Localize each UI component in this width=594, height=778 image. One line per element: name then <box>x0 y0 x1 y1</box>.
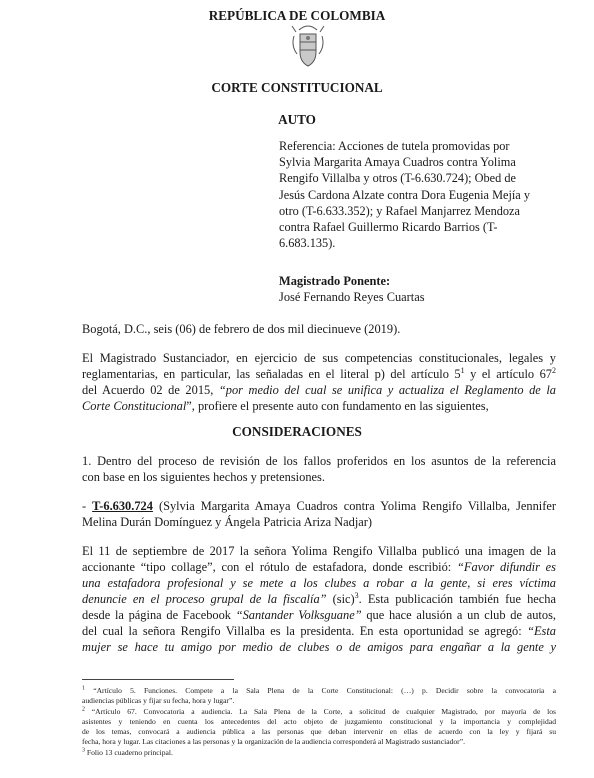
magistrate-label: Magistrado Ponente: <box>279 274 391 288</box>
footnote-2: $^2$ “Artículo 67. Convocatoria a audiencia. La Sala Plena de la Corte, a solicitud de cualquier Magistrado, por mayoría de los <box>82 706 556 716</box>
intro-line: del Acuerdo 02 de 2015, “por medio del cual se unifica y actualiza el Reglamento de la <box>82 383 556 397</box>
country-header: REPÚBLICA DE COLOMBIA <box>208 8 386 23</box>
point-1-line: con base en los siguientes hechos y pretensiones. <box>82 470 325 484</box>
case-number: T-6.630.724 <box>92 499 153 513</box>
footnote-2-cont: asistentes y teniendo en cuenta los antecedentes del acto objeto de juzgamiento constitucional y la importancia y complejidad <box>82 717 556 726</box>
facts-line: accionante “tipo collage”, con el rótulo de estafadora, donde escribió: “Favor difundir es <box>82 560 557 574</box>
reference-line: Jesús Cardona Alzate contra Dora Eugenia Mejía y <box>279 187 530 202</box>
intro-line: reglamentarias, en particular, las señaladas en el literal p) del artículo $5^1$ y el artículo $67^2$ <box>82 365 556 381</box>
footnote-divider <box>82 679 234 680</box>
section-title: CONSIDERACIONES <box>232 424 362 439</box>
reference-line: 6.683.135). <box>279 236 336 251</box>
facts-line: El 11 de septiembre de 2017 la señora Yolima Rengifo Villalba publicó una imagen de la <box>82 544 556 558</box>
reference-line: otro (T-6.633.352); y Rafael Manjarrez Mendoza <box>279 203 520 218</box>
intro-line: El Magistrado Sustanciador, en ejercicio de sus competencias constitucionales, legales y <box>82 351 556 365</box>
facts-line: denuncie en el proceso grupal de la fiscalía” (sic)$^3$. Esta publicación también fue hecha <box>82 590 556 606</box>
reference-block <box>279 138 555 251</box>
document-type: AUTO <box>278 112 316 127</box>
footnote-ref-1[interactable]: 1 <box>460 365 465 375</box>
coat-of-arms-icon <box>289 22 327 70</box>
magistrate-name: José Fernando Reyes Cuartas <box>279 290 425 304</box>
footnote-ref-3[interactable]: 3 <box>354 590 359 600</box>
footnote-ref-2[interactable]: 2 <box>552 365 556 375</box>
court-name: CORTE CONSTITUCIONAL <box>211 80 383 95</box>
footnote-2-cont: fecha, hora y lugar. Las citaciones a las personas y la organización de la audiencia corresponderá al Magistrado sustanciador”. <box>82 737 465 746</box>
reference-line: Referencia: Acciones de tutela promovidas por <box>279 139 510 153</box>
case-heading: - T-6.630.724 (Sylvia Margarita Amaya Cuadros contra Yolima Rengifo Villalba, Jennifer <box>82 499 556 513</box>
reference-line: Rengifo Villalba y otros (T-6.630.724); Obed de <box>279 171 516 186</box>
footnote-1-cont: audiencias públicas y fijar su fecha, hora y lugar”. <box>82 696 235 705</box>
case-parties: Melina Durán Domínguez y Ángela Patricia Ariza Nadjar) <box>82 515 373 529</box>
footnote-2-cont: de los temas, convocará a audiencia pública a las personas que deban intervenir en ellas de acuerdo con la ley y fijará su <box>82 727 556 736</box>
facts-line: desde la página de Facebook “Santander Volksguane” que hace alusión a un club de autos, <box>82 608 556 622</box>
intro-line: Corte Constitucional”, profiere el presente auto con fundamento en las siguientes, <box>82 399 489 413</box>
reference-line: Sylvia Margarita Amaya Cuadros contra Yolima <box>279 155 516 170</box>
point-1-line: 1. Dentro del proceso de revisión de los fallos proferidos en los asuntos de la referencia <box>82 454 556 468</box>
footnote-3: $^3$ Folio 13 cuaderno principal. <box>82 747 173 757</box>
date-line: Bogotá, D.C., seis (06) de febrero de dos mil diecinueve (2019). <box>82 322 401 336</box>
reference-line: contra Rafael Guillermo Ricardo Barrios (T- <box>279 220 498 235</box>
facts-line: del cual la señora Rengifo Villalba es la presidenta. En esta oportunidad se agregó: “Esta <box>82 624 556 638</box>
facts-line: mujer se hace tu amigo por medio de clubes o de amigos para engañar a la gente y <box>82 640 556 654</box>
footnote-1: $^1$ “Artículo 5. Funciones. Compete a la Sala Plena de la Corte Constitucional: (…) p. Decidir sobre la convocatoria a <box>82 685 556 695</box>
facts-line: una estafadora profesional y se mete a los clubes a robar a la gente, si eres víctima <box>82 576 556 590</box>
